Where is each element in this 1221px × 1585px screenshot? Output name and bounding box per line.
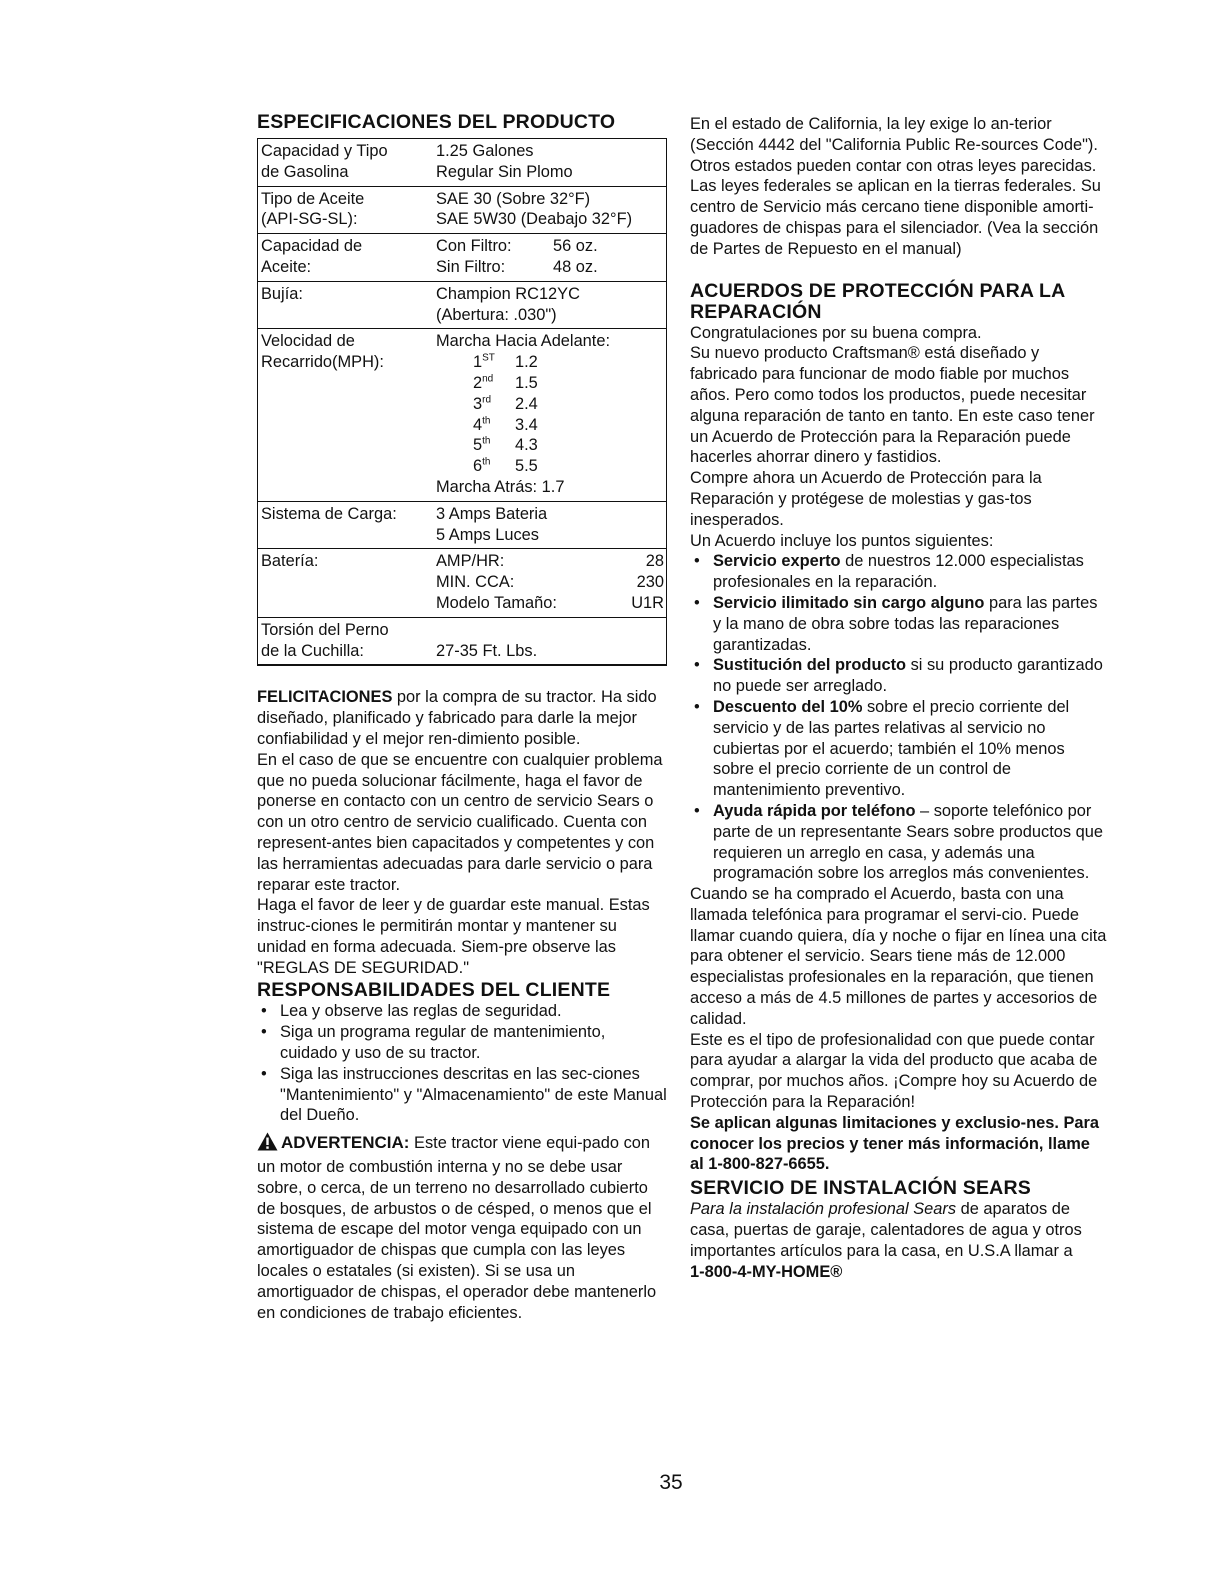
list-item: • Siga un programa regular de mantenimiento, cuidado y uso de su tractor. [257,1022,667,1064]
specs-row-fuel [258,139,666,186]
spec-label: de la Cuchilla: [261,641,364,660]
manual-paragraph: Haga el favor de leer y de guardar este manual. Estas instruc-ciones le permitirán montar y mantener su unidad en forma adecuada. Siem-pre observe las "REGLAS DE SEGURIDAD." [257,896,650,977]
list-item [690,697,1108,801]
spec-label: (API-SG-SL): [261,210,358,229]
gear-speed: 4.3 [515,436,538,455]
gear-ordinal [473,394,515,415]
gear-suffix: th [482,415,491,427]
service-paragraph: En el caso de que se encuentre con cualquier problema que no pueda solucionar fácilmente, haga el favor de ponerse en contacto con un centro de servicio Sears o con un otro centro de servicio cualificado. Cuenta con represent-antes bien capacitados y competentes y con las herramientas adecuadas para darle servicio o para reparar este tractor. [257,750,663,894]
spec-key: MIN. CCA: [436,573,515,592]
installation-phone-paragraph [690,1262,1108,1283]
congrats-text: por la compra de su tractor. Ha sido diseñado, planificado y fabricado para darle la mejor confiabilidad y el mejor ren-dimiento posible. [257,688,657,748]
right-column [690,114,1108,1282]
benefit-title: Sustitución del producto [713,656,907,675]
benefit-title: Servicio experto [713,552,841,571]
list-item: • Lea y observe las reglas de seguridad. [257,1001,667,1022]
page-number: 35 [659,1471,683,1494]
gear-speed: 5.5 [515,457,538,476]
benefit-title: Ayuda rápida por teléfono [713,801,916,820]
responsibilities-title: RESPONSABILIDADES DEL CLIENTE [257,979,611,1002]
spec-label: Recarrido(MPH): [261,353,384,372]
spec-label: Bujía: [261,284,303,303]
warning-triangle-icon [257,1132,278,1157]
benefits-list [690,551,1108,884]
gear-suffix: ST [482,352,495,364]
gear-number: 6 [473,457,483,476]
gear-list [436,352,664,477]
spec-value: Marcha Atrás: 1.7 [436,477,565,496]
spec-label: Tipo de Aceite [261,189,365,208]
left-column [257,112,667,1323]
installation-phone: 1-800-4-MY-HOME® [690,1262,843,1281]
installation-lead: Para la instalación profesional Sears [690,1200,957,1219]
warning-text: Este tractor viene equi-pado con un motor de combustión interna y no se debe usar sobre, o cerca, de un terreno no desarrollado cubierto de bosques, de arbustos o de césped, o menos que el sistema de escape del motor venga equipado con un amortiguador de chispas que cumpla con las leyes locales o estatales (si existen). Si se usa un amortiguador de chispas, el operador debe mantenerlo en condiciones de trabajo eficientes. [257,1134,657,1322]
spec-value: 1.25 Galones [436,142,534,160]
agreement-paragraph: Cuando se ha comprado el Acuerdo, basta con una llamada telefónica para programar el servi-cio. Puede llamar cuando quiera, día y noche o fijar en línea una cita para obtener el servicio. Sears tiene más de 12.000 especialistas profesionales en la reparación, que tienen acceso a más de 4.5 millones de partes y accesorios de calidad. [690,885,1107,1028]
spec-value: 3 Amps Bateria [436,504,548,523]
gear-number: 4 [473,415,483,434]
gear-suffix: rd [482,394,492,406]
spec-value: SAE 30 (Sobre 32°F) [436,189,591,208]
specs-table [257,138,667,666]
gear-speed: 3.4 [515,415,538,434]
spec-label: Aceite: [261,257,312,276]
agreement-paragraph: Un Acuerdo incluye los puntos siguientes: [690,531,994,550]
specs-row-oil-capacity [258,233,666,281]
gear-number: 1 [473,353,483,372]
agreement-paragraph: Este es el tipo de profesionalidad con que puede contar para ayudar a alargar la vida del producto que acaba de comprar, por muchos años. ¡Compre hoy su Acuerdo de Protección para la Reparación! [690,1030,1098,1112]
california-paragraph: En el estado de California, la ley exige lo an-terior (Sección 4442 del "California Public Re-sources Code"). Otros estados pueden contar con otras leyes parecidas. Las leyes federales se aplican en la tierras federales. Su centro de Servicio más cercano tiene disponible amorti-guadores de chispas para el silenciador. (Vea la sección de Partes de Repuesto en el manual) [690,115,1101,258]
gear-ordinal [473,352,515,373]
spec-value: Champion RC12YC [436,284,580,303]
list-item [690,551,1108,593]
gear-speed: 1.2 [515,353,538,372]
spec-value: U1R [631,593,664,612]
spec-value: 28 [645,552,664,571]
gear-suffix: nd [482,373,494,385]
spec-label: Velocidad de [261,332,355,351]
gear-speed: 1.5 [515,373,538,392]
agreement-title: ACUERDOS DE PROTECCIÓN PARA LA REPARACIÓN [690,279,1065,323]
spec-value: 5 Amps Luces [436,525,539,544]
congrats-lead: FELICITACIONES [257,688,393,707]
limitations-text: Se aplican algunas limitaciones y exclusio-nes. Para conocer los precios y tener más información, llame al 1-800-827-6655. [690,1113,1100,1174]
spec-label: Batería: [261,552,319,571]
spec-key: Con Filtro: [436,237,512,256]
gear-row [436,435,664,456]
spec-value: Regular Sin Plomo [436,162,573,181]
gear-row [436,373,664,394]
list-item [690,801,1108,884]
specs-row-oil-type [258,186,666,234]
spec-value: 48 oz. [553,257,598,276]
gear-suffix: th [482,435,491,447]
spec-key: AMP/HR: [436,552,505,571]
benefit-text: – soporte telefónico por parte de un representante Sears sobre productos que requieren un arreglo en casa, y además una programación sobre los arreglos más convenientes. [713,801,1103,883]
gear-ordinal [473,373,515,394]
warning-paragraph [257,1132,667,1323]
benefit-title: Descuento del 10% [713,697,863,716]
specs-row-spark-plug [258,281,666,329]
specs-row-battery [258,548,666,616]
specs-row-charging [258,501,666,549]
gear-number: 3 [473,394,483,413]
list-item [690,593,1108,655]
congrats-paragraph [257,687,667,749]
list-item [690,655,1108,697]
spec-value: 27-35 Ft. Lbs. [436,641,538,660]
spec-key: Modelo Tamaño: [436,593,557,612]
gear-row [436,415,664,436]
spec-value: 56 oz. [553,237,598,256]
spec-label: de Gasolina [261,162,349,181]
specs-row-speed [258,328,666,500]
benefit-text: sobre el precio corriente del servicio y de las partes relativas al servicio no cubiertas por el acuerdo; también el 10% menos sobre el precio corriente de un control de mantenimiento preventivo. [713,697,1070,800]
installation-title: SERVICIO DE INSTALACIÓN SEARS [690,1177,1031,1200]
spec-key: Sin Filtro: [436,257,506,276]
gear-number: 2 [473,373,483,392]
gear-ordinal [473,456,515,477]
gear-number: 5 [473,436,483,455]
installation-paragraph [690,1199,1108,1261]
warning-label: ADVERTENCIA: [281,1133,410,1153]
spec-label: Torsión del Perno [261,620,389,639]
specs-row-blade-torque [258,617,666,665]
gear-ordinal [473,435,515,456]
limitations-paragraph [690,1113,1108,1175]
benefit-title: Servicio ilimitado sin cargo alguno [713,593,985,612]
benefit-text: si su producto garantizado no puede ser arreglado. [713,656,1103,696]
spec-value: Marcha Hacia Adelante: [436,332,611,351]
installation-text: de aparatos de casa, puertas de garaje, calentadores de agua y otros importantes artículos para la casa, en U.S.A llamar a [690,1200,1082,1260]
spec-label: Capacidad de [261,237,363,256]
gear-row [436,394,664,415]
gear-row [436,456,664,477]
gear-ordinal [473,415,515,436]
spec-value: (Abertura: .030") [436,305,557,324]
spec-label: Capacidad y Tipo [261,142,388,160]
gear-suffix: th [482,456,491,468]
gear-row [436,352,664,373]
agreement-paragraph: Su nuevo producto Craftsman® está diseñado y fabricado para funcionar de modo fiable por muchos años. Pero como todos los productos, puede necesitar alguna reparación de tanto en tanto. En este caso tener un Acuerdo de Protección para la Reparación puede hacerles ahorrar dinero y fastidios. [690,344,1095,467]
agreement-paragraph: Congratulaciones por su buena compra. [690,323,982,342]
gear-speed: 2.4 [515,394,538,413]
benefit-text: de nuestros 12.000 especialistas profesionales en la reparación. [713,552,1084,592]
agreement-paragraph: Compre ahora un Acuerdo de Protección para la Reparación y protégese de molestias y gas-tos inesperados. [690,469,1042,529]
spec-label: Sistema de Carga: [261,504,397,523]
spec-value: SAE 5W30 (Deabajo 32°F) [436,210,633,229]
list-item: • Siga las instrucciones descritas en las sec-ciones "Mantenimiento" y "Almacenamiento" de este Manual del Dueño. [257,1064,667,1126]
responsibilities-list [257,1001,667,1126]
benefit-text: para las partes y la mano de obra sobre todas las reparaciones garantizadas. [713,593,1098,654]
specs-title: ESPECIFICACIONES DEL PRODUCTO [257,111,616,133]
spec-value: 230 [636,573,664,592]
